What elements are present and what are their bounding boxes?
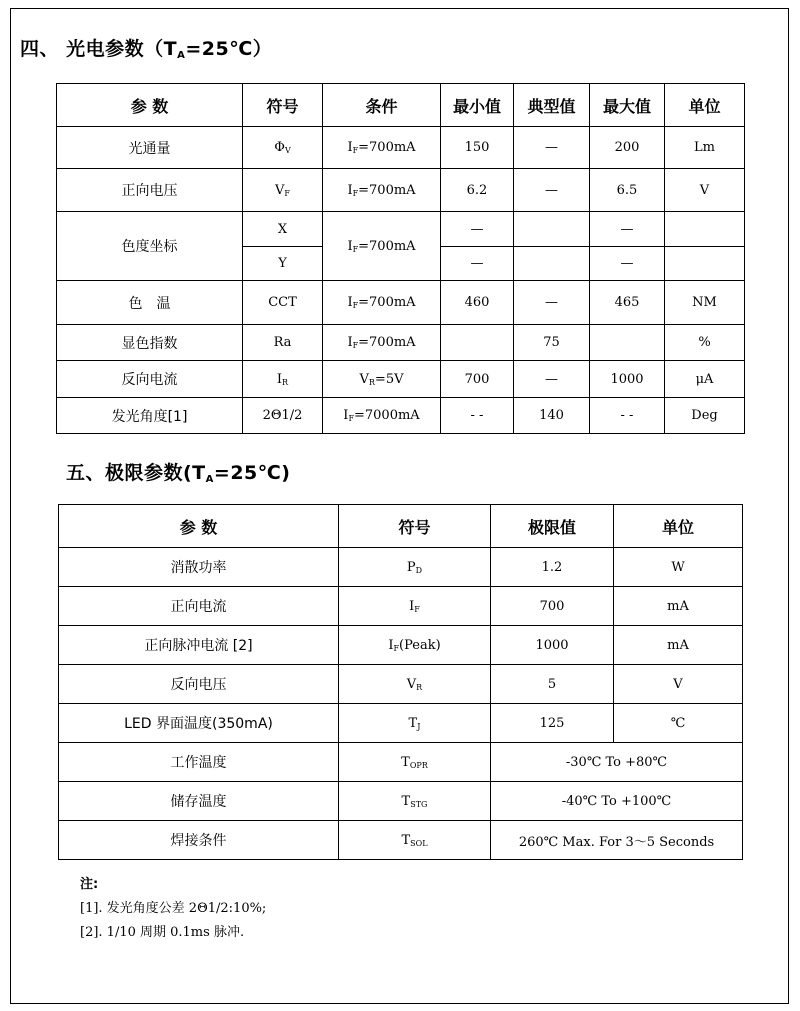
table-row: 色 温 CCT $I_F=700mA$ 460 — 465 NM <box>57 281 745 325</box>
table-row: LED 界面温度(350mA) $T_J$ 125 ℃ <box>59 704 743 743</box>
note-2: [2]. 1/10 周期 0.1ms 脉冲. <box>80 925 245 940</box>
header-condition: 条件 <box>323 84 441 127</box>
table-row: 发光角度[1] 2Θ1/2 $I_F=7000mA$ - - 140 - - Deg <box>57 398 745 434</box>
note-1: [1]. 发光角度公差 2Θ1/2:10%; <box>80 901 267 916</box>
table-row: 焊接条件 $T_{SOL}$ 260℃ Max. For 3～5 Seconds <box>59 821 743 860</box>
table-row: 正向脉冲电流 [2] $I_F(Peak)$ 1000 mA <box>59 626 743 665</box>
table-header-row <box>57 84 745 127</box>
table-row: 光通量 $\Phi_V$ $I_F=700mA$ 150 — 200 Lm <box>57 127 745 169</box>
header-param: 参 数 <box>57 84 243 127</box>
absolute-max-ratings-table <box>58 504 743 860</box>
table-row: Y — — <box>57 247 745 281</box>
header-param: 参 数 <box>59 505 339 548</box>
table-row: 正向电压 $V_F$ $I_F=700mA$ 6.2 — 6.5 V <box>57 169 745 212</box>
header-symbol: 符号 <box>339 505 491 548</box>
header-typ: 典型值 <box>514 84 590 127</box>
table-row: 正向电流 $I_F$ 700 mA <box>59 587 743 626</box>
table-row: 色度坐标 X $I_F=700mA$ — — <box>57 212 745 247</box>
section4-title: 四、 光电参数$(T_A=25℃)$ <box>20 38 273 61</box>
table-row: 反向电流 $I_R$ $V_R=5V$ 700 — 1000 μA <box>57 361 745 398</box>
notes-heading: 注: <box>80 877 99 892</box>
table-row: 消散功率 $P_D$ 1.2 W <box>59 548 743 587</box>
table-row: 反向电压 $V_R$ 5 V <box>59 665 743 704</box>
header-symbol: 符号 <box>243 84 323 127</box>
table-header-row <box>59 505 743 548</box>
table-row: 显色指数 Ra $I_F=700mA$ 75 % <box>57 325 745 361</box>
header-unit: 单位 <box>614 505 743 548</box>
section5-title: 五、极限参数$(T_A=25℃)$ <box>66 462 291 485</box>
notes <box>80 873 266 945</box>
table-row: 工作温度 $T_{OPR}$ -30℃ To +80℃ <box>59 743 743 782</box>
table-row: 储存温度 $T_{STG}$ -40℃ To +100℃ <box>59 782 743 821</box>
optoelectronic-params-table <box>56 83 745 434</box>
header-max: 最大值 <box>590 84 665 127</box>
header-min: 最小值 <box>441 84 514 127</box>
header-unit: 单位 <box>665 84 745 127</box>
header-limit: 极限值 <box>491 505 614 548</box>
